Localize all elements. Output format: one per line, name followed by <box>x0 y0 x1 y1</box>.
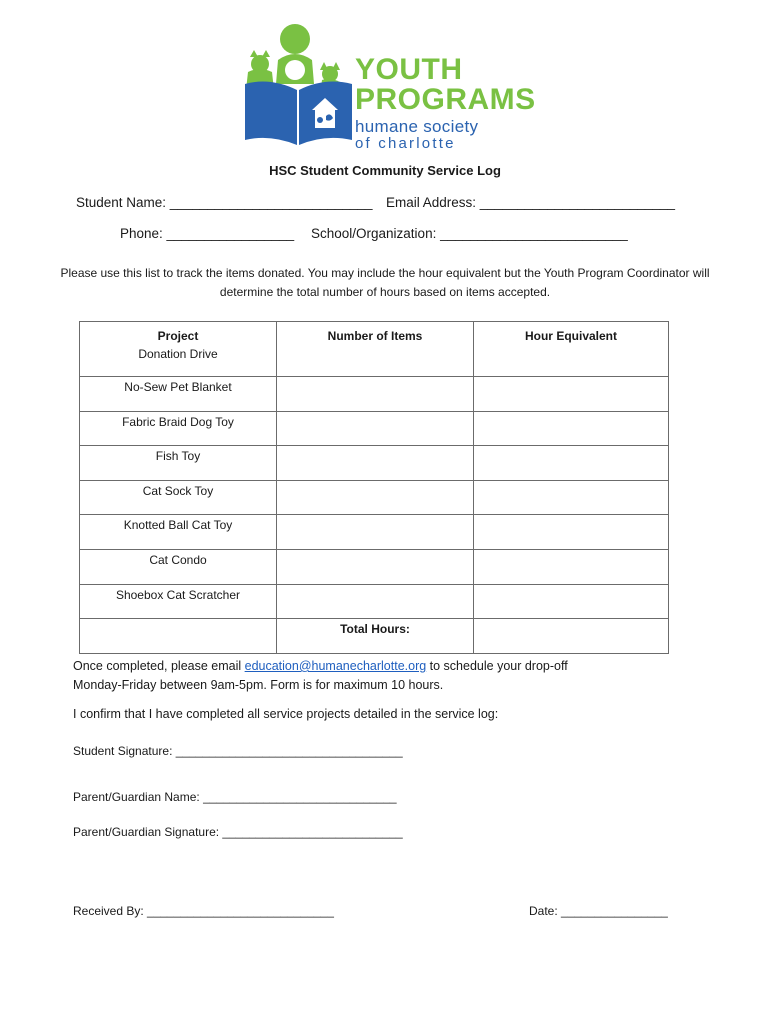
table-row <box>80 584 669 619</box>
hour-equivalent-cell[interactable] <box>474 411 669 446</box>
hour-equivalent-cell[interactable] <box>474 480 669 515</box>
hour-equivalent-cell[interactable] <box>474 515 669 550</box>
header-project: Project <box>80 322 277 345</box>
table-row <box>80 446 669 481</box>
total-hours-cell[interactable] <box>474 619 669 654</box>
confirmation-statement: I confirm that I have completed all service projects detailed in the service log: <box>73 707 499 721</box>
hour-equivalent-cell[interactable] <box>474 549 669 584</box>
logo-line-programs: PROGRAMS <box>355 83 536 116</box>
number-of-items-cell[interactable] <box>277 411 474 446</box>
total-hours-label: Total Hours: <box>277 619 474 654</box>
project-name: Cat Condo <box>80 549 277 584</box>
drop-off-instructions <box>73 659 568 673</box>
school-organization-field[interactable]: School/Organization: _________________________ <box>311 226 628 241</box>
education-email-link[interactable]: education@humanecharlotte.org <box>244 659 427 673</box>
form-title: HSC Student Community Service Log <box>269 163 501 178</box>
drop-off-prefix: Once completed, please email <box>73 659 245 673</box>
number-of-items-cell[interactable] <box>277 377 474 412</box>
student-name-field[interactable]: Student Name: ___________________________ <box>76 195 373 210</box>
guardian-signature-field[interactable]: Parent/Guardian Signature: ___________________________ <box>73 825 403 839</box>
project-name: Shoebox Cat Scratcher <box>80 584 277 619</box>
guardian-name-field[interactable]: Parent/Guardian Name: _____________________________ <box>73 790 397 804</box>
number-of-items-cell[interactable] <box>277 515 474 550</box>
date-field[interactable]: Date: ________________ <box>529 904 668 918</box>
hour-equivalent-cell[interactable] <box>474 584 669 619</box>
total-row <box>80 619 669 654</box>
hour-equivalent-cell[interactable] <box>474 446 669 481</box>
youth-programs-logo <box>240 22 536 152</box>
drop-off-hours: Monday-Friday between 9am-5pm. Form is for maximum 10 hours. <box>73 678 444 692</box>
student-signature-field[interactable]: Student Signature: __________________________________ <box>73 744 403 758</box>
received-by-field[interactable]: Received By: ____________________________ <box>73 904 334 918</box>
table-row <box>80 515 669 550</box>
table-row <box>80 549 669 584</box>
logo-line-humane-society: humane society <box>355 117 479 136</box>
number-of-items-cell[interactable] <box>277 480 474 515</box>
hour-equivalent-cell[interactable] <box>474 344 669 377</box>
table-row <box>80 377 669 412</box>
logo-line-youth: YOUTH <box>355 53 463 86</box>
table-row <box>80 344 669 377</box>
phone-field[interactable]: Phone: _________________ <box>120 226 295 241</box>
drop-off-suffix: to schedule your drop-off <box>426 659 568 673</box>
header-hour-equivalent: Hour Equivalent <box>474 322 669 345</box>
project-name: Fish Toy <box>80 446 277 481</box>
email-address-field[interactable]: Email Address: __________________________ <box>386 195 675 210</box>
instructions-text: Please use this list to track the items donated. You may include the hour equivalent but the Youth Program Coordinator will determine the total number of hours based on items accepted. <box>60 266 710 299</box>
number-of-items-cell[interactable] <box>277 549 474 584</box>
project-name: No-Sew Pet Blanket <box>80 377 277 412</box>
table-row <box>80 480 669 515</box>
open-book-with-pets-icon <box>240 22 360 152</box>
project-name: Knotted Ball Cat Toy <box>80 515 277 550</box>
project-name: Fabric Braid Dog Toy <box>80 411 277 446</box>
project-name: Donation Drive <box>80 344 277 377</box>
hour-equivalent-cell[interactable] <box>474 377 669 412</box>
table-row <box>80 411 669 446</box>
number-of-items-cell[interactable] <box>277 446 474 481</box>
number-of-items-cell[interactable] <box>277 584 474 619</box>
header-number-of-items: Number of Items <box>277 322 474 345</box>
service-log-table <box>79 321 669 654</box>
logo-line-of-charlotte: of charlotte <box>355 135 456 152</box>
table-header-row <box>80 322 669 345</box>
number-of-items-cell[interactable] <box>277 344 474 377</box>
total-row-empty-cell <box>80 619 277 654</box>
project-name: Cat Sock Toy <box>80 480 277 515</box>
logo-wordmark <box>355 55 536 151</box>
